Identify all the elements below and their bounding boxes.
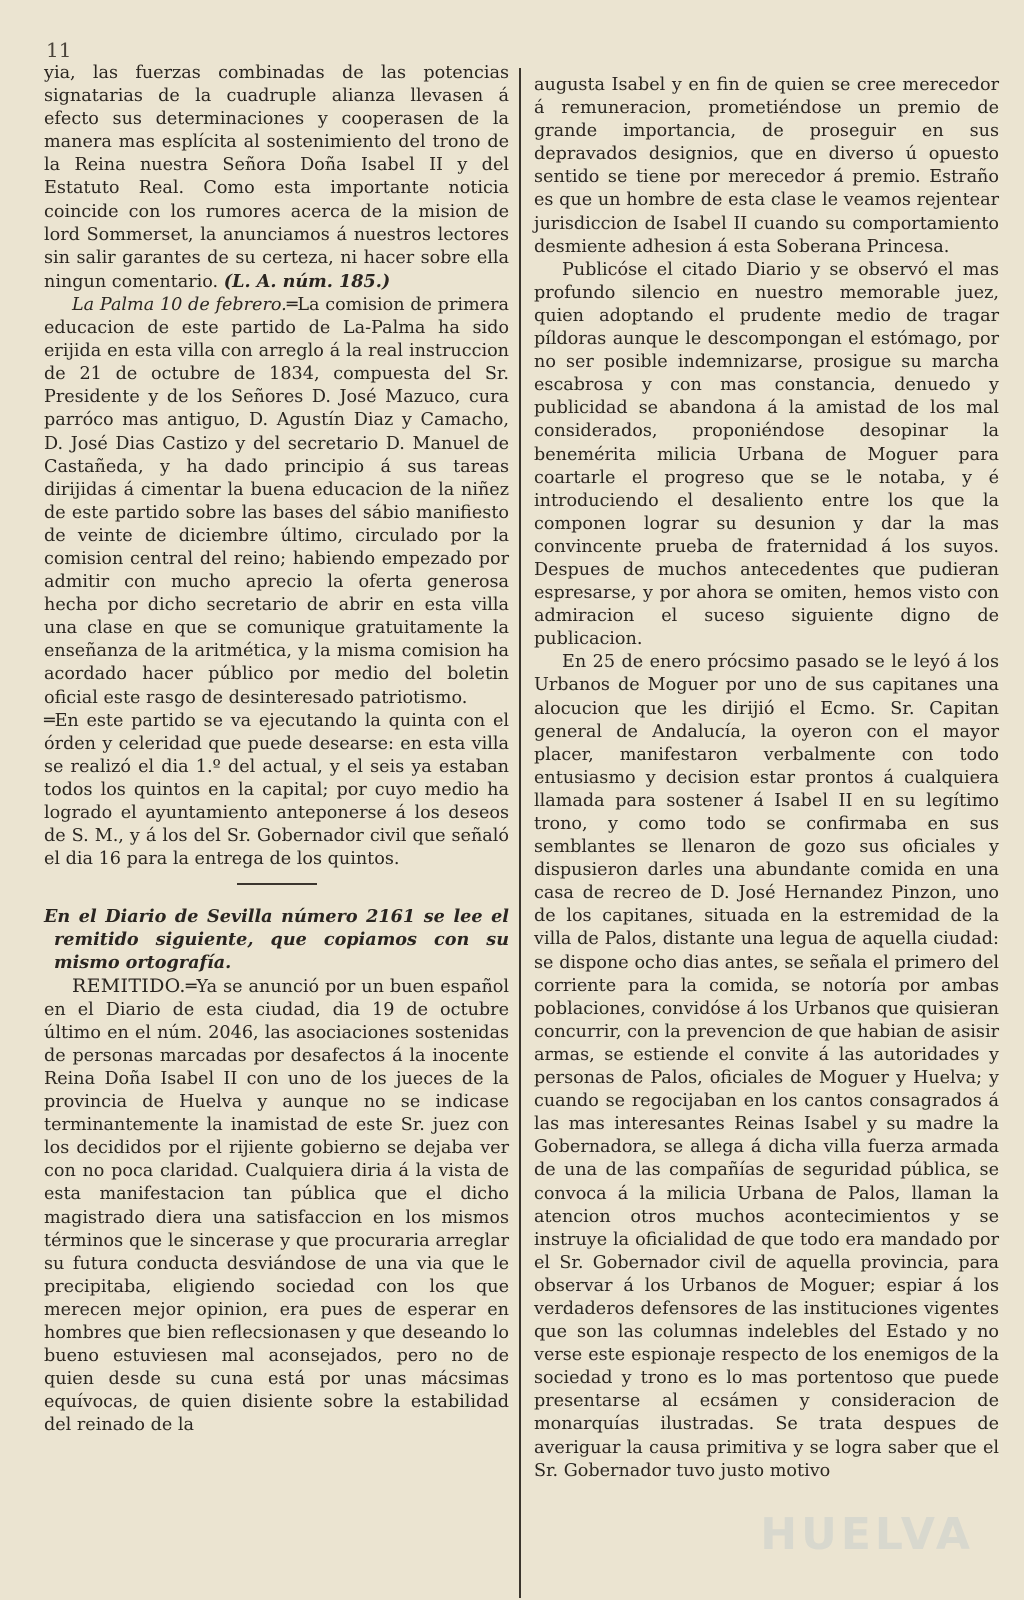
paragraph-text: yia, las fuerzas combinadas de las potencias signatarias de la cuadruple alianza llevasen á efecto sus determinaciones y cooperasen de la manera mas esplícita al sostenimiento del trono de la Reina nuestra Señora Doña Isabel II y del Estatuto Real. Como esta importante noticia coincide con los rumores acerca de la mision de lord Sommerset, la anunciamos á nuestros lectores sin salir garantes de su certeza, ni hacer sobre ella ningun comentario. bbox=[44, 63, 509, 292]
remitido-intro: En el Diario de Sevilla número 2161 se lee el remitido siguiente, que copiamos con su mismo ortografía. bbox=[44, 906, 509, 974]
paragraph-text: La comision de primera educacion de este partido de La-Palma ha sido erijida en esta villa con arreglo á la real instruccion de 21 de octubre de 1834, compuesta del Sr. Presidente y de los Señores D. José Mazuco, cura parróco mas antiguo, D. Agustín Diaz y Camacho, D. José Dias Castizo y del secretario D. Manuel de Castañeda, y ha dado principio á sus tareas dirijidas á cimentar la buena educacion de la niñez de este partido sobre las bases del sábio manifiesto de veinte de diciembre último, circulado por la comision central del reino; habiendo empezado por admitir con mucho aprecio la oferta generosa hecha por dicho secretario de abrir en esta villa una clase en que se comunique gratuitamente la enseñanza de la aritmética, y la misma comision ha acordado hacer público por medio del boletin oficial este rasgo de desinteresado patriotismo. bbox=[44, 294, 509, 708]
dateline: La Palma 10 de febrero. bbox=[72, 294, 287, 315]
paragraph-quinta: ═En este partido se va ejecutando la quinta con el órden y celeridad que puede desearse: en esta villa se realizó el dia 1.º del actual, y el seis ya estaban todos los quintos en la capital; por cuyo medio ha logrado el ayuntamiento anteponerse á los deseos de S. M., y á los del Sr. Gobernador civil que señaló el dia 16 para la entrega de los quintos. bbox=[44, 710, 509, 870]
right-column bbox=[534, 74, 999, 1483]
paragraph-remitido: REMITIDO.═Ya se anunció por un buen español en el Diario de esta ciudad, dia 19 de octubre último en el núm. 2046, las asociaciones sostenidas de personas marcadas por desafectos á la inocente Reina Doña Isabel II con uno de los jueces de la provincia de Huelva y aunque no se indicase terminantemente la inamistad de este Sr. juez con los decididos por el rijiente gobierno se dejaba ver con no poca claridad. Cualquiera diria á la vista de esta manifestacion tan pública que el dicho magistrado diera una satisfaccion en los mismos términos que le sincerase y que procuraria arreglar su futura conducta desviándose de una via que le precipitaba, eligiendo sociedad con los que merecen mejor opinion, era pues de esperar en hombres que bien reflecsionasen y que deseando lo bueno estuviesen mal aconsejados, pero no de quien desde su cuna está por unas mácsimas equívocas, de quien disiente sobre la estabilidad del reinado de la bbox=[44, 974, 509, 1436]
paragraph-alliance bbox=[44, 62, 509, 294]
paragraph-publicose: Publicóse el citado Diario y se observó el mas profundo silencio en nuestro memorable juez, quien adoptando el prudente medio de tragar píldoras aunque le descompongan el estómago, por no ser posible indemnizarse, prosigue su marcha escabrosa y con mas constancia, denuedo y publicidad se abandona á la amistad de los mal considerados, proponiéndose desopinar la benemérita milicia Urbana de Moguer para coartarle el progreso que se le notaba, y é introduciendo el desaliento entre los que la componen lograr su desunion y dar la mas convincente prueba de fraternidad á los suyos. Despues de muchos antecedentes que pudieran espresarse, y por ahora se omiten, hemos visto con admiracion el suceso siguiente digno de publicacion. bbox=[534, 259, 999, 650]
paragraph-text: Ya se anunció por un buen español en el Diario de esta ciudad, dia 19 de octubre último en el núm. 2046, las asociaciones sostenidas de personas marcadas por desafectos á la inocente Reina Doña Isabel II con uno de los jueces de la provincia de Huelva y aunque no se indicase terminantemente la inamistad de este Sr. juez con los decididos por el rijiente gobierno se dejaba ver con no poca claridad. Cualquiera diria á la vista de esta manifestacion tan pública que el dicho magistrado diera una satisfaccion en los mismos términos que le sincerase y que procuraria arreglar su futura conducta desviándose de una via que le precipitaba, eligiendo sociedad con los que merecen mejor opinion, era pues de esperar en hombres que bien reflecsionasen y que deseando lo bueno estuviesen mal aconsejados, pero no de quien desde su cuna está por unas mácsimas equívocas, de quien disiente sobre la estabilidad del reinado de la bbox=[44, 976, 509, 1436]
paragraph-text: En este partido se va ejecutando la quinta con el órden y celeridad que puede desearse: en esta villa se realizó el dia 1.º del actual, y el seis ya estaban todos los quintos en la capital; por cuyo medio ha logrado el ayuntamiento anteponerse á los deseos de S. M., y á los del Sr. Gobernador civil que señaló el dia 16 para la entrega de los quintos. bbox=[44, 710, 509, 870]
column-divider bbox=[519, 68, 521, 1598]
paragraph-enero: En 25 de enero prócsimo pasado se le leyó á los Urbanos de Moguer por uno de sus capitanes una alocucion que les dirijió el Ecmo. Sr. Capitan general de Andalucía, la oyeron con el mayor placer, manifestaron verbalmente con todo entusiasmo y decision estar prontos á cualquiera llamada para sostener á Isabel II en su legítimo trono, y como todo se confirmaba en sus semblantes se llenaron de gozo sus oficiales y dispusieron darles una abundante comida en una casa de recreo de D. José Hernandez Pinzon, uno de los capitanes, situada en la estremidad de la villa de Palos, distante una legua de aquella ciudad: se dispone ocho dias antes, se señala el primero del corriente para la comida, se notoría por ambas poblaciones, convidóse á los Urbanos que quisieran concurrir, con la prevencion de que habian de asisir armas, se estiende el convite á las autoridades y personas de Palos, oficiales de Moguer y Huelva; y cuando se regocijaban en los cantos consagrados á las mas interesantes Reinas Isabel y su madre la Gobernadora, se allega á dicha villa fuerza armada de una de las compañías de seguridad pública, se convoca á la milicia Urbana de Palos, llaman la atencion otros muchos acontecimientos y se instruye la oficialidad de que todo era mandado por el Sr. Gobernador civil de aquella provincia, para observar á los Urbanos de Moguer; espiar á los verdaderos defensores de las instituciones vigentes que son las columnas indelebles del Estado y no verse este espionaje respecto de los enemigos de la sociedad y trono es lo mas portentoso que puede presentarse al ecsámen y consideracion de monarquías ilustradas. Se trata despues de averiguar la causa primitiva y se logra saber que el Sr. Gobernador tuvo justo motivo bbox=[534, 652, 999, 1481]
remitido-heading: REMITIDO. bbox=[72, 974, 186, 997]
section-separator bbox=[237, 883, 317, 885]
paragraph-la-palma: La Palma 10 de febrero.═La comision de primera educacion de este partido de La-Palma ha sido erijida en esta villa con arreglo á la real instruccion de 21 de octubre de 1834, compuesta del Sr. Presidente y de los Señores D. José Mazuco, cura parróco mas antiguo, D. Agustín Diaz y Camacho, D. José Dias Castizo y del secretario D. Manuel de Castañeda, y ha dado principio á sus tareas dirijidas á cimentar la buena educacion de la niñez de este partido sobre las bases del sábio manifiesto de veinte de diciembre último, circulado por la comision central del reino; habiendo empezado por admitir con mucho aprecio la oferta generosa hecha por dicho secretario de abrir en esta villa una clase en que se comunique gratuitamente la enseñanza de la aritmética, y la misma comision ha acordado hacer público por medio del boletin oficial este rasgo de desinteresado patriotismo. bbox=[44, 294, 509, 708]
source-citation: (L. A. núm. 185.) bbox=[223, 270, 391, 292]
page-mark: 11 bbox=[46, 38, 72, 62]
archive-watermark: HUELVA bbox=[760, 1509, 974, 1560]
paragraph-continuation: augusta Isabel y en fin de quien se cree merecedor á remuneracion, prometiéndose un premio de grande importancia, de proseguir en sus depravados designios, que en diverso ú opuesto sentido se tiene por merecedor á premio. Estraño es que un hombre de esta clase le veamos rejentear jurisdiccion de Isabel II cuando su comportamiento desmiente adhesion á esta Soberana Princesa. bbox=[534, 75, 999, 257]
left-column bbox=[44, 62, 509, 1437]
